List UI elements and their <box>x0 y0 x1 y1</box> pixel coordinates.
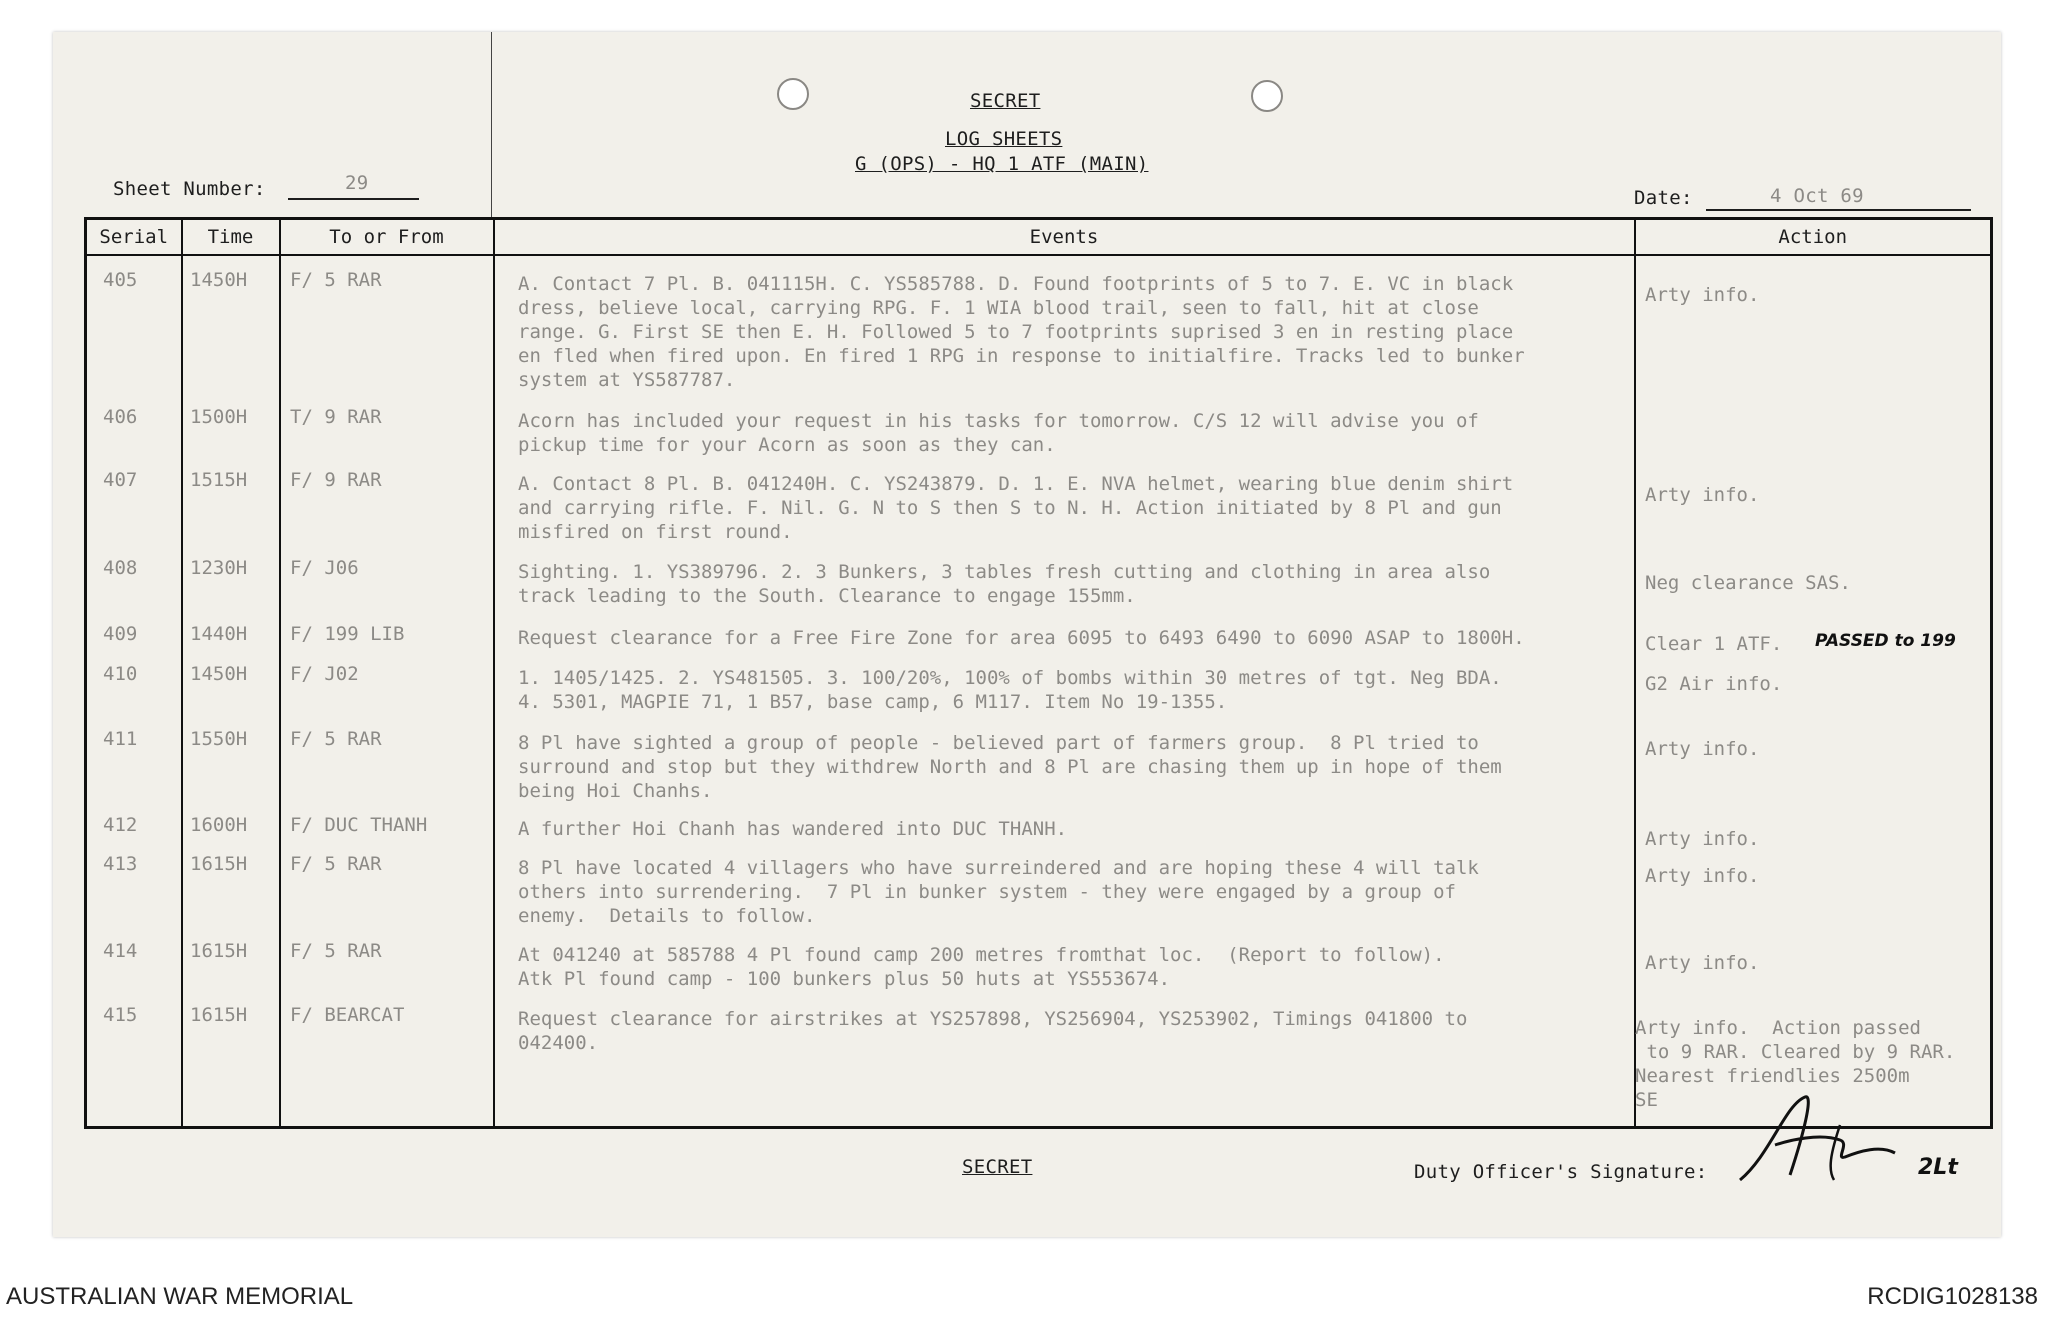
to-from-cell: F/ DUC THANH <box>290 814 428 836</box>
time-cell: 1550H <box>190 728 248 750</box>
handwritten-annotation: PASSED to 199 <box>1815 631 1956 651</box>
action-cell: Arty info. <box>1645 865 1760 887</box>
col-header-time: Time <box>182 219 280 256</box>
action-cell: Neg clearance SAS. <box>1645 572 1851 594</box>
to-from-cell: F/ 5 RAR <box>290 853 382 875</box>
events-cell: Sighting. 1. YS389796. 2. 3 Bunkers, 3 tables fresh cutting and clothing in area also track leading to the South. Clearance to engage 155mm. <box>518 561 1491 607</box>
classification-top: SECRET <box>970 90 1041 112</box>
serial-column <box>86 255 182 1128</box>
serial-cell: 406 <box>103 406 138 428</box>
time-cell: 1615H <box>190 940 248 962</box>
to-from-cell: F/ 5 RAR <box>290 940 382 962</box>
to-from-cell: F/ BEARCAT <box>290 1004 405 1026</box>
page-title: LOG SHEETS <box>945 128 1063 150</box>
serial-cell: 412 <box>103 814 138 836</box>
date-value: 4 Oct 69 <box>1770 185 1864 207</box>
to-from-column <box>280 255 494 1128</box>
serial-cell: 415 <box>103 1004 138 1026</box>
to-from-cell: F/ 199 LIB <box>290 623 405 645</box>
punch-hole-left <box>777 78 809 110</box>
date-label: Date: <box>1634 187 1693 209</box>
col-header-action: Action <box>1635 219 1992 256</box>
time-cell: 1615H <box>190 853 248 875</box>
events-cell: 8 Pl have sighted a group of people - believed part of farmers group. 8 Pl tried to surround and stop but they withdrew North and 8 Pl are chasing them up in hope of them being Hoi Chanhs. <box>518 732 1502 802</box>
serial-cell: 410 <box>103 663 138 685</box>
serial-cell: 409 <box>103 623 138 645</box>
serial-cell: 413 <box>103 853 138 875</box>
events-cell: A. Contact 7 Pl. B. 041115H. C. YS585788. D. Found footprints of 5 to 7. E. VC in black dress, believe local, carrying RPG. F. 1 WIA blood trail, seen to fall, hit at close range. G. First SE then E. H. Followed 5 to 7 footprints suprised 3 en in resting place en fled when fired upon. En fired 1 RPG in response to initialfire. Tracks led to bunker system at YS587787. <box>518 273 1525 391</box>
time-cell: 1500H <box>190 406 248 428</box>
action-cell: Arty info. <box>1645 828 1760 850</box>
to-from-cell: F/ 5 RAR <box>290 269 382 291</box>
col-header-serial: Serial <box>86 219 182 256</box>
events-cell: Request clearance for a Free Fire Zone for area 6095 to 6493 6490 to 6090 ASAP to 1800H. <box>518 627 1525 649</box>
events-cell: A. Contact 8 Pl. B. 041240H. C. YS243879. D. 1. E. NVA helmet, wearing blue denim shirt and carrying rifle. F. Nil. G. N to S then S to N. H. Action initiated by 8 Pl and gun misfired on first round. <box>518 473 1514 543</box>
to-from-cell: F/ J06 <box>290 557 359 579</box>
serial-cell: 405 <box>103 269 138 291</box>
action-cell: Arty info. <box>1645 738 1760 760</box>
time-column <box>182 255 280 1128</box>
serial-cell: 407 <box>103 469 138 491</box>
sheet-number-underline <box>288 198 419 200</box>
action-cell: Arty info. <box>1645 284 1760 306</box>
events-cell: Request clearance for airstrikes at YS257898, YS256904, YS253902, Timings 041800 to 042400. <box>518 1008 1468 1054</box>
time-cell: 1230H <box>190 557 248 579</box>
archive-institution: AUSTRALIAN WAR MEMORIAL <box>6 1283 354 1310</box>
fold-line <box>491 32 492 217</box>
serial-cell: 414 <box>103 940 138 962</box>
page-subtitle: G (OPS) - HQ 1 ATF (MAIN) <box>855 153 1149 175</box>
to-from-cell: T/ 9 RAR <box>290 406 382 428</box>
punch-hole-right <box>1251 80 1283 112</box>
sheet-number-value: 29 <box>345 172 369 194</box>
action-cell: Arty info. <box>1645 484 1760 506</box>
signature-suffix: 2Lt <box>1918 1155 1958 1180</box>
archive-reference: RCDIG1028138 <box>1867 1283 2038 1310</box>
events-cell: 8 Pl have located 4 villagers who have surreindered and are hoping these 4 will talk others into surrendering. 7 Pl in bunker system - they were engaged by a group of enemy. Details to follow. <box>518 857 1479 927</box>
action-cell: G2 Air info. <box>1645 673 1783 695</box>
action-cell: Arty info. Action passed to 9 RAR. Cleared by 9 RAR. Nearest friendlies 2500m SE <box>1635 1017 1956 1111</box>
date-underline <box>1706 209 1971 211</box>
events-cell: A further Hoi Chanh has wandered into DUC THANH. <box>518 818 1068 840</box>
serial-cell: 411 <box>103 728 138 750</box>
time-cell: 1450H <box>190 269 248 291</box>
time-cell: 1615H <box>190 1004 248 1026</box>
col-header-to-from: To or From <box>280 219 494 256</box>
sheet-number-label: Sheet Number: <box>113 178 266 200</box>
time-cell: 1515H <box>190 469 248 491</box>
classification-bottom: SECRET <box>962 1156 1033 1178</box>
events-cell: At 041240 at 585788 4 Pl found camp 200 metres fromthat loc. (Report to follow). Atk Pl found camp - 100 bunkers plus 50 huts at YS553674. <box>518 944 1445 990</box>
signature-label: Duty Officer's Signature: <box>1414 1161 1708 1183</box>
time-cell: 1450H <box>190 663 248 685</box>
to-from-cell: F/ 9 RAR <box>290 469 382 491</box>
time-cell: 1440H <box>190 623 248 645</box>
table-header-row <box>86 219 1992 256</box>
time-cell: 1600H <box>190 814 248 836</box>
col-header-events: Events <box>494 219 1635 256</box>
action-cell: Arty info. <box>1645 952 1760 974</box>
events-cell: 1. 1405/1425. 2. YS481505. 3. 100/20%, 100% of bombs within 30 metres of tgt. Neg BDA. 4. 5301, MAGPIE 71, 1 B57, base camp, 6 M117. Item No 19-1355. <box>518 667 1502 713</box>
events-cell: Acorn has included your request in his tasks for tomorrow. C/S 12 will advise you of pickup time for your Acorn as soon as they can. <box>518 410 1479 456</box>
action-cell: Clear 1 ATF. <box>1645 633 1783 655</box>
serial-cell: 408 <box>103 557 138 579</box>
to-from-cell: F/ J02 <box>290 663 359 685</box>
to-from-cell: F/ 5 RAR <box>290 728 382 750</box>
